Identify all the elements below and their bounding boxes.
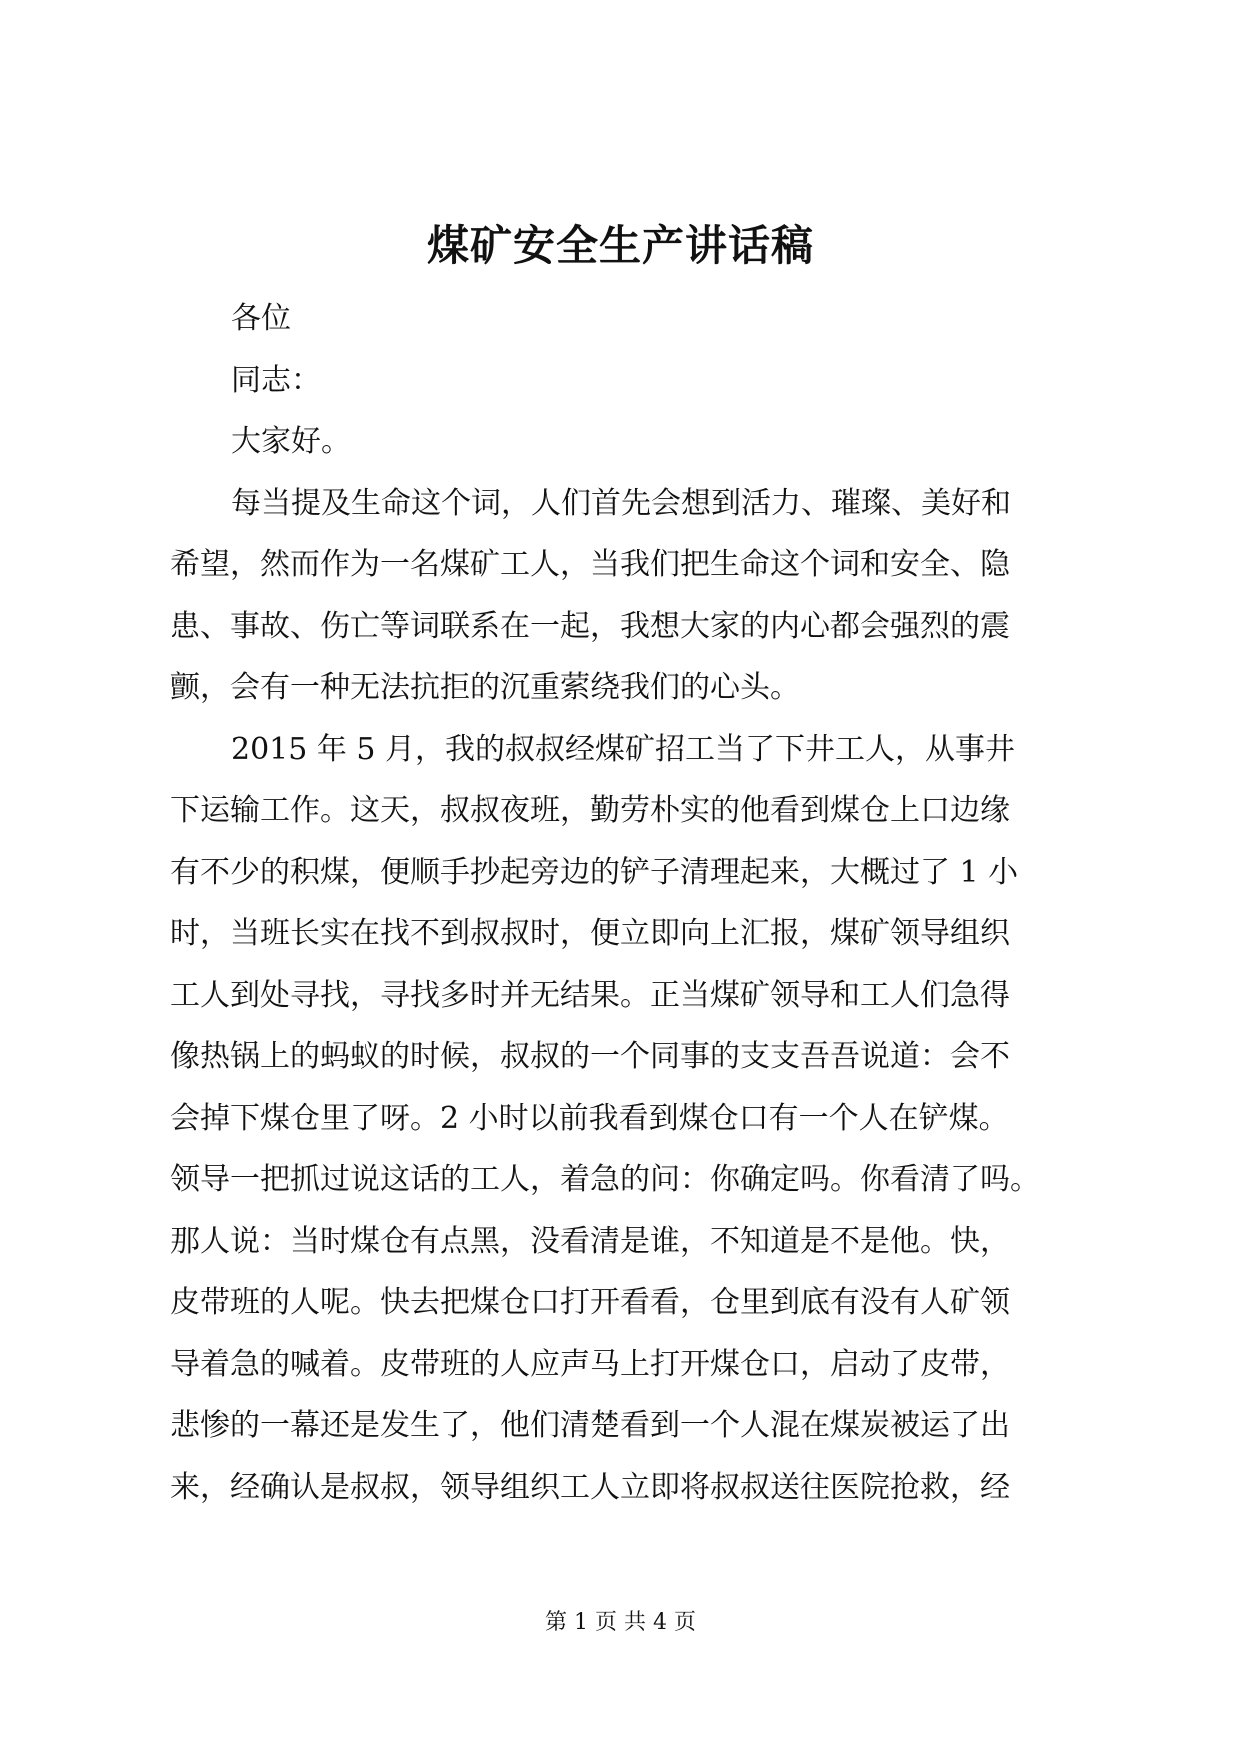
paragraph-line: 有不少的积煤，便顺手抄起旁边的铲子清理起来，大概过了 1 小 xyxy=(170,854,1019,890)
paragraph-line: 患、事故、伤亡等词联系在一起，我想大家的内心都会强烈的震 xyxy=(170,608,1010,644)
paragraph-line: 领导一把抓过说这话的工人，着急的问：你确定吗。你看清了吗。 xyxy=(170,1162,1040,1197)
paragraph-line: 那人说：当时煤仓有点黑，没看清是谁，不知道是不是他。快， xyxy=(170,1223,1010,1259)
paragraph-line: 时，当班长实在找不到叔叔时，便立即向上汇报，煤矿领导组织 xyxy=(170,916,1010,951)
page-footer: 第 1 页 共 4 页 xyxy=(545,1610,696,1635)
paragraph-line: 2015 年 5 月，我的叔叔经煤矿招工当了下井工人，从事井 xyxy=(231,731,1016,767)
paragraph-line: 导着急的喊着。皮带班的人应声马上打开煤仓口，启动了皮带， xyxy=(170,1346,1010,1382)
paragraph-line: 来，经确认是叔叔，领导组织工人立即将叔叔送往医院抢救，经 xyxy=(170,1469,1010,1505)
greeting-line: 大家好。 xyxy=(231,424,351,459)
paragraph-line: 每当提及生命这个词，人们首先会想到活力、璀璨、美好和 xyxy=(231,485,1011,521)
paragraph-line: 像热锅上的蚂蚁的时候，叔叔的一个同事的支支吾吾说道：会不 xyxy=(170,1039,1010,1074)
paragraph-line: 希望，然而作为一名煤矿工人，当我们把生命这个词和安全、隐 xyxy=(170,547,1010,582)
document-title: 煤矿安全生产讲话稿 xyxy=(426,221,814,270)
paragraph-line: 皮带班的人呢。快去把煤仓口打开看看，仓里到底有没有人矿领 xyxy=(170,1285,1010,1320)
paragraph-line: 颤，会有一种无法抗拒的沉重萦绕我们的心头。 xyxy=(170,670,800,705)
paragraph-line: 悲惨的一幕还是发生了，他们清楚看到一个人混在煤炭被运了出 xyxy=(170,1408,1010,1443)
salutation-line: 各位 xyxy=(231,301,291,336)
paragraph-line: 会掉下煤仓里了呀。2 小时以前我看到煤仓口有一个人在铲煤。 xyxy=(170,1100,1009,1136)
document-body xyxy=(170,288,1070,1518)
paragraph-line: 下运输工作。这天，叔叔夜班，勤劳朴实的他看到煤仓上口边缘 xyxy=(170,793,1010,828)
paragraph-line: 工人到处寻找，寻找多时并无结果。正当煤矿领导和工人们急得 xyxy=(170,977,1010,1013)
salutation-line: 同志： xyxy=(231,362,321,398)
